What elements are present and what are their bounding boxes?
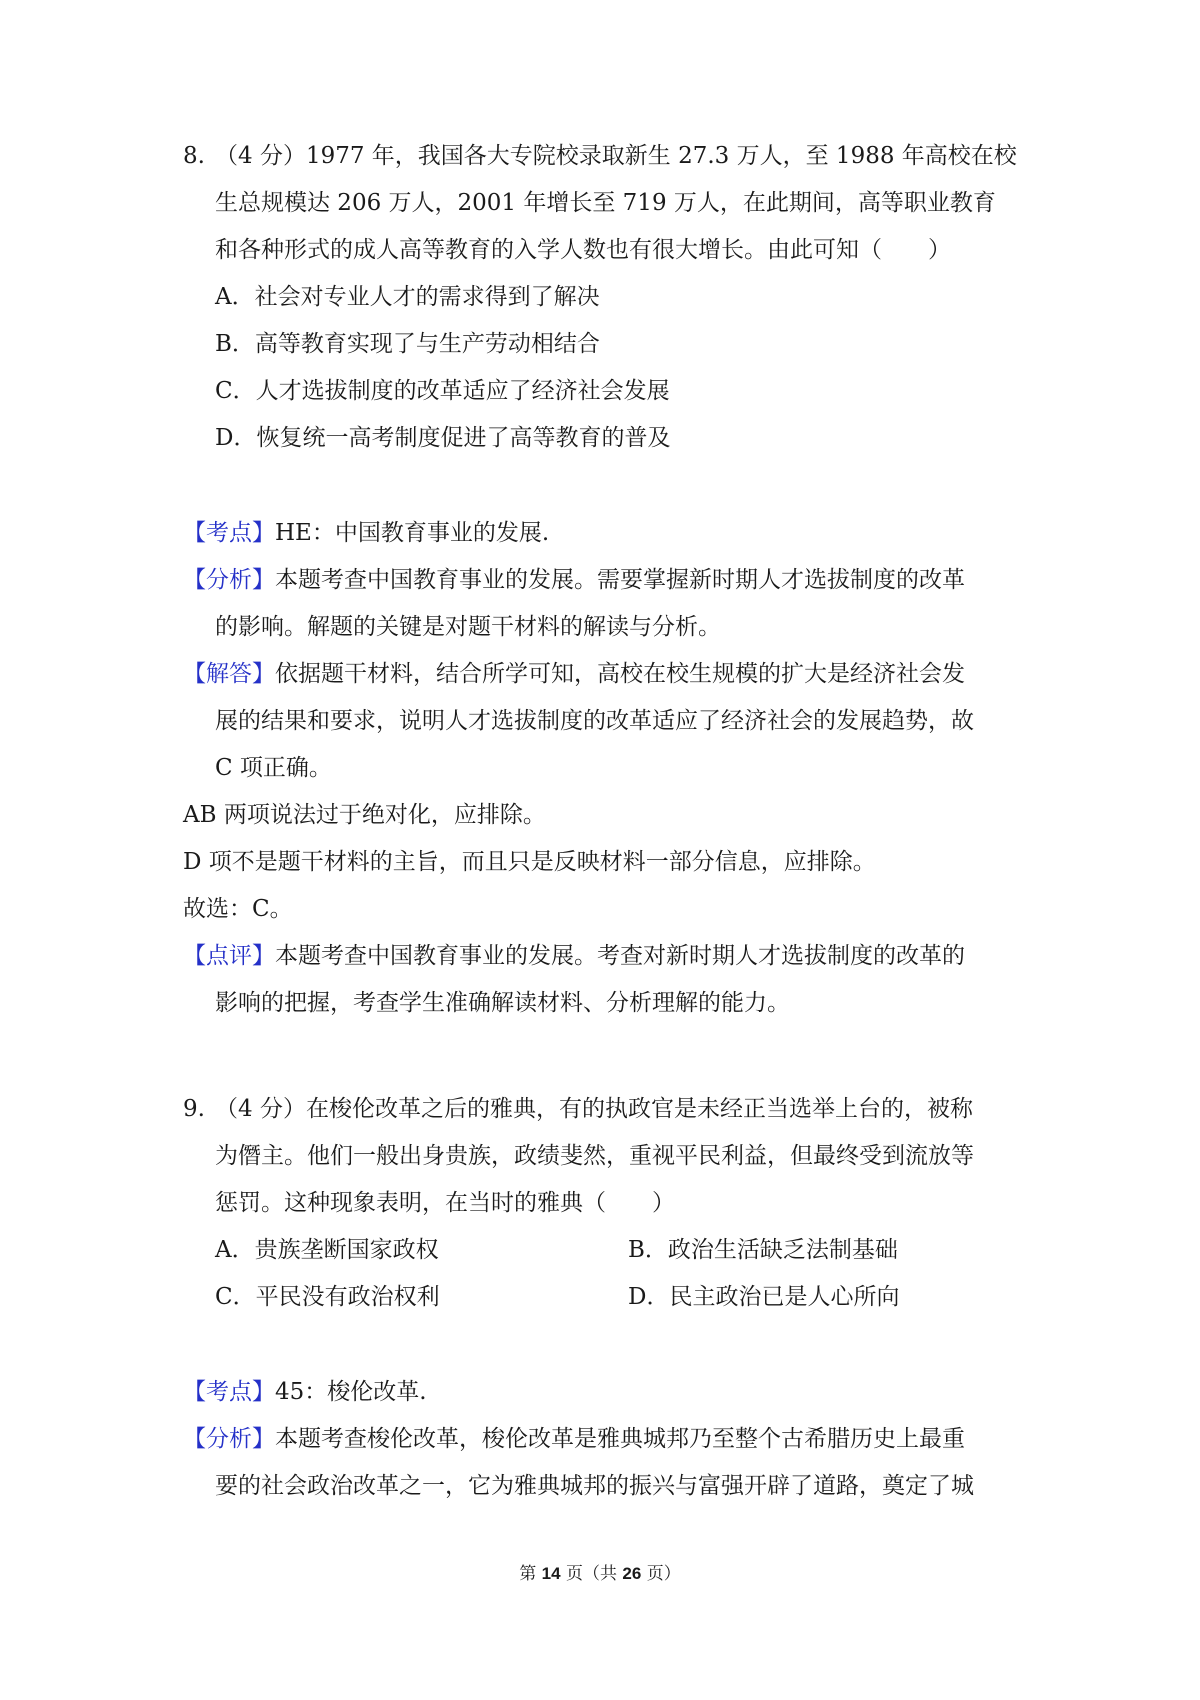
q8-option-d: D．恢复统一高考制度促进了高等教育的普及 [215, 425, 671, 451]
footer-suffix: 页） [646, 1564, 681, 1584]
fenxi-tag: 【分析】 [183, 1426, 275, 1452]
q9-number: 9. [183, 1096, 205, 1122]
q8-option-b: B．高等教育实现了与生产劳动相结合 [215, 331, 600, 357]
q8-jieda-line3: C 项正确。 [215, 755, 332, 781]
q8-jieda [183, 658, 965, 690]
q8-fenxi [183, 564, 965, 596]
q9-fenxi [183, 1423, 965, 1455]
q8-dianping-line2: 影响的把握，考查学生准确解读材料、分析理解的能力。 [215, 990, 790, 1016]
jieda-line1: 依据题干材料，结合所学可知，高校在校生规模的扩大是经济社会发 [275, 661, 965, 687]
kaodian-tag: 【考点】 [183, 520, 275, 546]
q8-option-a: A．社会对专业人才的需求得到了解决 [215, 284, 600, 310]
q9-stem-line3: 惩罚。这种现象表明，在当时的雅典（ ） [215, 1190, 675, 1216]
dianping-line1: 本题考查中国教育事业的发展。考查对新时期人才选拔制度的改革的 [275, 943, 965, 969]
q8-fenxi-line2: 的影响。解题的关键是对题干材料的解读与分析。 [215, 614, 721, 640]
footer-page-number: 14 [541, 1564, 561, 1583]
q8-stem-line3: 和各种形式的成人高等教育的入学人数也有很大增长。由此可知（ ） [215, 237, 951, 263]
q8-number: 8. [183, 143, 205, 169]
dianping-tag: 【点评】 [183, 943, 275, 969]
fenxi-line1: 本题考查梭伦改革，梭伦改革是雅典城邦乃至整个古希腊历史上最重 [275, 1426, 965, 1452]
q8-stem-line1: （4 分）1977 年，我国各大专院校录取新生 27.3 万人，至 1988 年高校在校 [215, 143, 1017, 169]
q9-option-d: D．民主政治已是人心所向 [628, 1284, 900, 1310]
kaodian-tag: 【考点】 [183, 1379, 275, 1405]
q9-stem-line2: 为僭主。他们一般出身贵族，政绩斐然，重视平民利益，但最终受到流放等 [215, 1143, 974, 1169]
q9-stem-line1: （4 分）在梭伦改革之后的雅典，有的执政官是未经正当选举上台的，被称 [215, 1096, 973, 1122]
q8-jieda-line2: 展的结果和要求，说明人才选拔制度的改革适应了经济社会的发展趋势，故 [215, 708, 974, 734]
jieda-tag: 【解答】 [183, 661, 275, 687]
q8-stem-line2: 生总规模达 206 万人，2001 年增长至 719 万人，在此期间，高等职业教育 [215, 190, 996, 216]
fenxi-tag: 【分析】 [183, 567, 275, 593]
kaodian-text: 45：梭伦改革. [275, 1379, 427, 1405]
q8-extra-line1: AB 两项说法过于绝对化，应排除。 [183, 802, 546, 828]
q9-option-a: A．贵族垄断国家政权 [215, 1237, 439, 1263]
q9-option-b: B．政治生活缺乏法制基础 [628, 1237, 898, 1263]
kaodian-text: HE：中国教育事业的发展. [275, 520, 550, 546]
q8-answer: 故选：C。 [183, 896, 293, 922]
footer-prefix: 第 [519, 1564, 537, 1584]
q8-kaodian [183, 517, 549, 549]
fenxi-line1: 本题考查中国教育事业的发展。需要掌握新时期人才选拔制度的改革 [275, 567, 965, 593]
footer-middle: 页（共 [566, 1564, 617, 1584]
q9-fenxi-line2: 要的社会政治改革之一，它为雅典城邦的振兴与富强开辟了道路，奠定了城 [215, 1473, 974, 1499]
footer-total-pages: 26 [622, 1564, 642, 1583]
q8-option-c: C．人才选拔制度的改革适应了经济社会发展 [215, 378, 670, 404]
page-footer [0, 1562, 1200, 1586]
q8-dianping [183, 940, 965, 972]
q9-kaodian [183, 1376, 427, 1408]
q8-extra-line2: D 项不是题干材料的主旨，而且只是反映材料一部分信息，应排除。 [183, 849, 876, 875]
q9-option-c: C．平民没有政治权利 [215, 1284, 440, 1310]
